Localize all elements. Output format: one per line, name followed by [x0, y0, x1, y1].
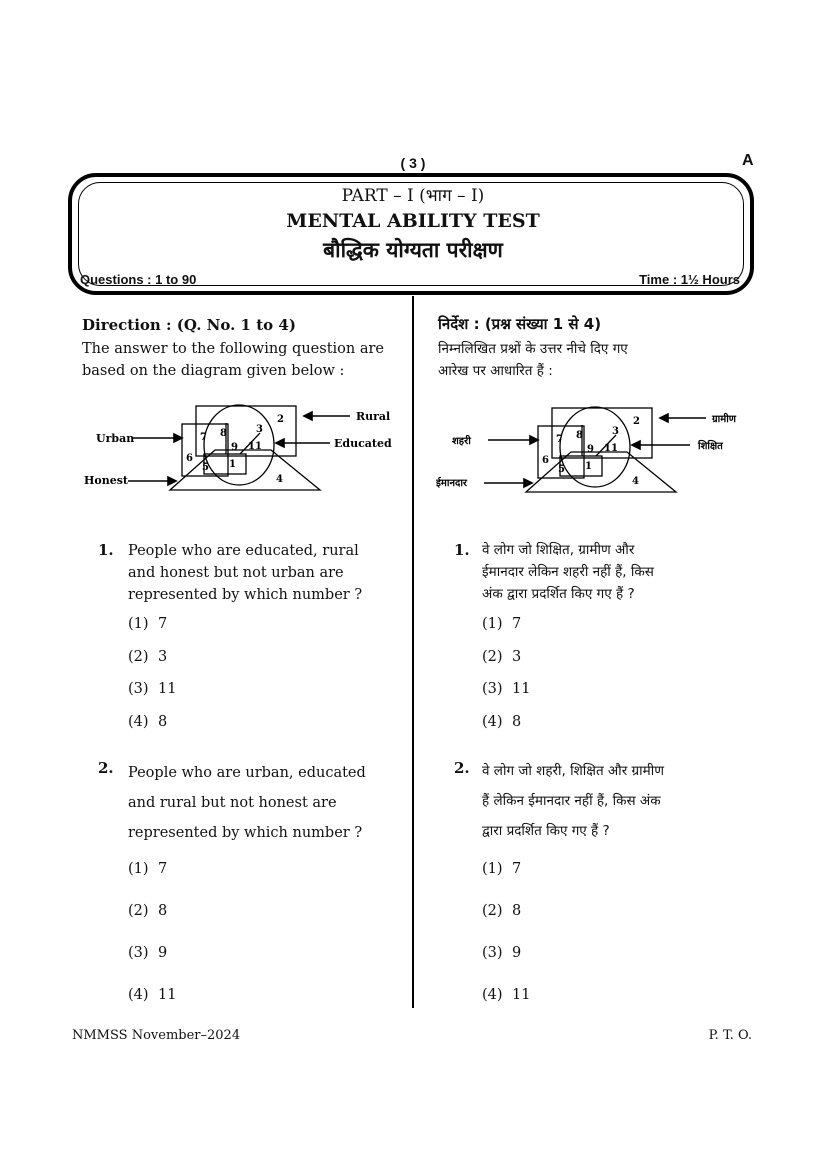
option[interactable]: (1) 7 — [482, 861, 522, 877]
svg-text:5: 5 — [558, 464, 565, 475]
region-9: 9 — [231, 442, 238, 453]
svg-text:1: 1 — [585, 461, 592, 472]
option[interactable]: (4) 8 — [128, 714, 168, 730]
footer-pto: P. T. O. — [708, 1028, 752, 1043]
option[interactable]: (2) 3 — [128, 649, 168, 665]
region-3: 3 — [256, 424, 263, 435]
option[interactable]: (4) 8 — [482, 714, 522, 730]
direction-text-line1: The answer to the following question are — [82, 341, 385, 357]
questions-range: Questions : 1 to 90 — [80, 272, 197, 287]
option[interactable]: (1) 7 — [482, 616, 522, 632]
direction-heading: Direction : (Q. No. 1 to 4) — [82, 316, 296, 334]
test-title: MENTAL ABILITY TEST — [286, 210, 540, 232]
svg-text:4: 4 — [632, 476, 639, 487]
footer-exam-name: NMMSS November–2024 — [72, 1028, 241, 1043]
label-honest-hindi: ईमानदार — [436, 478, 468, 489]
label-urban-hindi: शहरी — [452, 436, 471, 447]
option[interactable]: (2) 3 — [482, 649, 522, 665]
label-urban: Urban — [96, 432, 135, 445]
hindi-direction — [438, 314, 748, 382]
option[interactable]: (2) 8 — [128, 903, 168, 919]
direction-text-hindi-line2: आरेख पर आधारित हैं : — [438, 363, 553, 379]
page-number: ( 3 ) — [400, 155, 426, 171]
option[interactable]: (3) 11 — [482, 681, 531, 697]
set-code: A — [742, 152, 754, 169]
label-honest: Honest — [84, 474, 128, 487]
option[interactable]: (4) 11 — [482, 987, 531, 1003]
region-1: 1 — [229, 459, 236, 470]
svg-text:6: 6 — [542, 455, 549, 466]
label-educated: Educated — [334, 437, 392, 450]
option[interactable]: (3) 9 — [482, 945, 522, 961]
svg-text:11: 11 — [604, 443, 618, 454]
svg-text:7: 7 — [556, 434, 563, 445]
inner-square — [204, 454, 246, 474]
direction-heading-hindi: निर्देश : (प्रश्न संख्या 1 से 4) — [438, 315, 602, 333]
time-allowed: Time : 1½ Hours — [639, 272, 740, 287]
option[interactable]: (2) 8 — [482, 903, 522, 919]
region-7: 7 — [200, 432, 207, 443]
option[interactable]: (4) 11 — [128, 987, 177, 1003]
educated-circle — [204, 405, 274, 485]
region-5: 5 — [202, 462, 209, 473]
test-title-hindi: बौद्धिक योग्यता परीक्षण — [323, 238, 503, 262]
direction-text-hindi-line1: निम्नलिखित प्रश्नों के उत्तर नीचे दिए गए — [438, 341, 628, 357]
option[interactable]: (3) 11 — [128, 681, 177, 697]
english-direction — [82, 316, 392, 382]
svg-text:9: 9 — [587, 444, 594, 455]
direction-text-line2: based on the diagram given below : — [82, 363, 345, 379]
option[interactable]: (3) 9 — [128, 945, 168, 961]
option[interactable]: (1) 7 — [128, 861, 168, 877]
option[interactable]: (1) 7 — [128, 616, 168, 632]
label-rural-hindi: ग्रामीण — [712, 414, 737, 425]
region-8: 8 — [220, 428, 227, 439]
venn-diagram-english — [80, 398, 400, 498]
venn-diagram-hindi — [436, 400, 766, 500]
region-11: 11 — [248, 441, 262, 452]
svg-text:8: 8 — [576, 430, 583, 441]
label-educated-hindi: शिक्षित — [698, 441, 723, 452]
label-rural: Rural — [356, 410, 391, 423]
svg-text:3: 3 — [612, 426, 619, 437]
region-4: 4 — [276, 474, 283, 485]
column-divider — [412, 296, 414, 1008]
region-6: 6 — [186, 453, 193, 464]
svg-text:2: 2 — [633, 416, 640, 427]
region-2: 2 — [277, 414, 284, 425]
part-label: PART – I (भाग – I) — [341, 186, 485, 206]
